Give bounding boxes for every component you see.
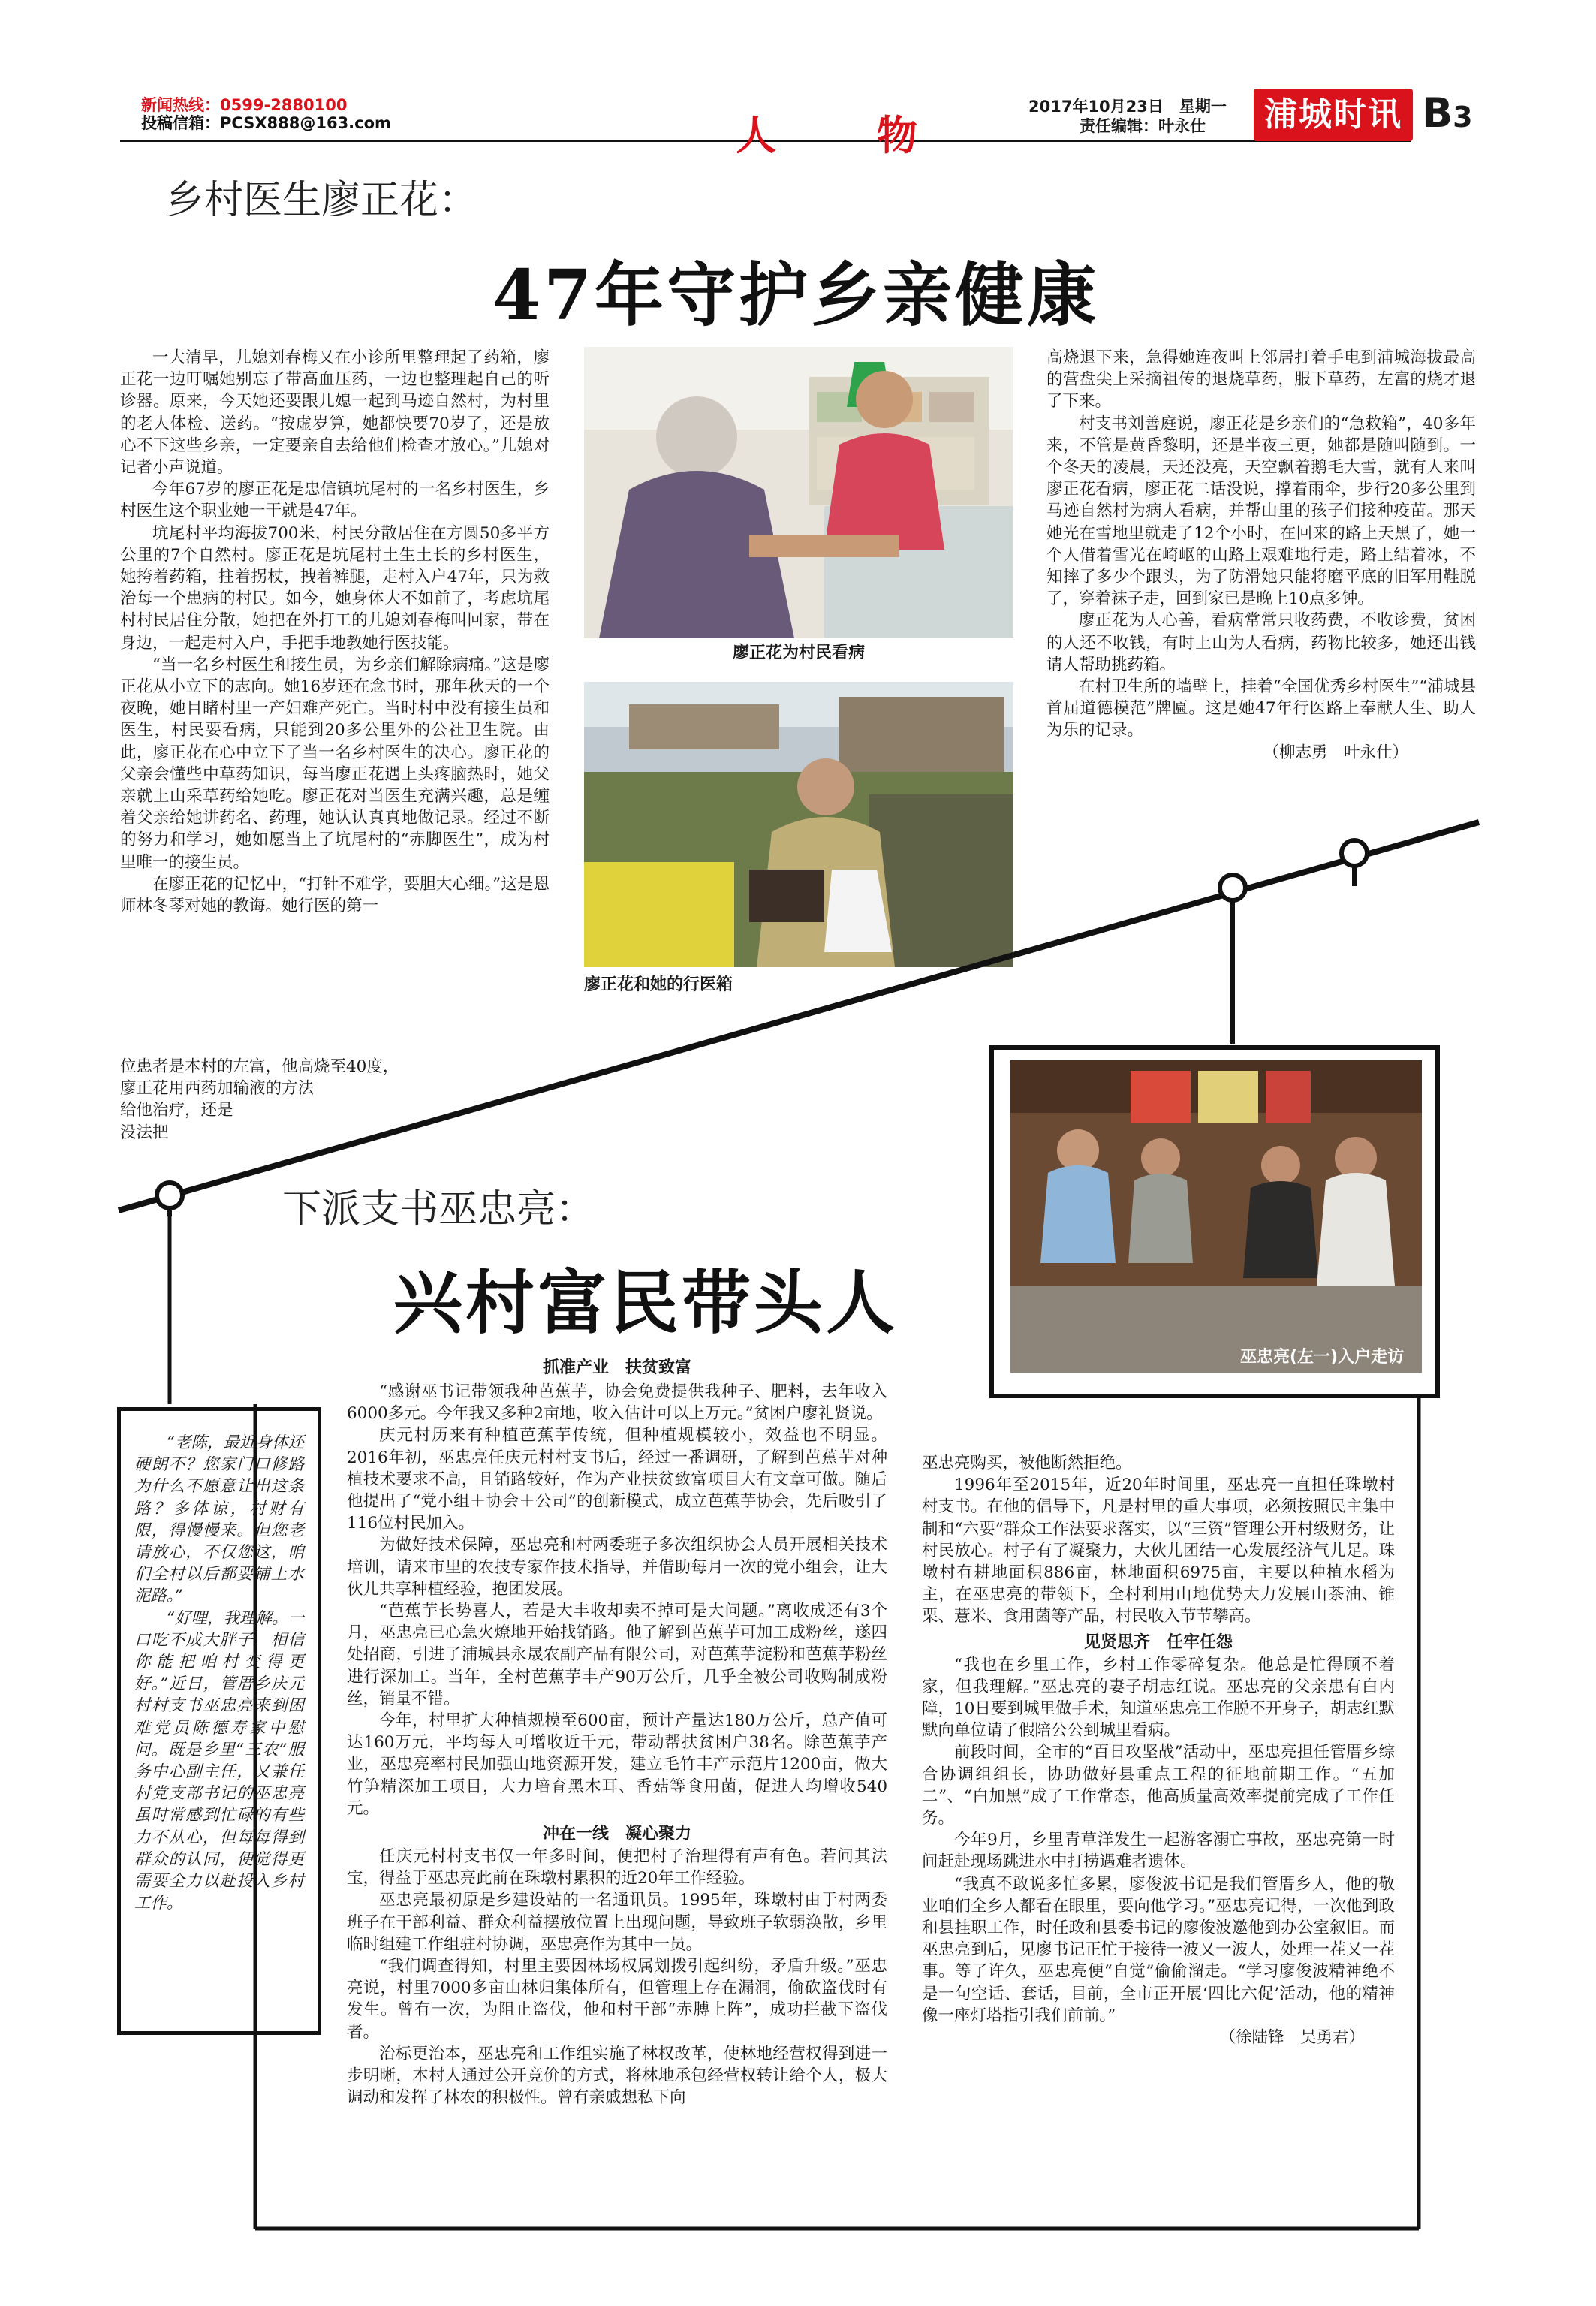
paragraph: “我也在乡里工作，乡村工作零碎复杂。他总是忙得顾不着家，但我理解。”巫忠亮的妻子胡志红说。巫忠亮的父亲患有白内障，10日要到城里做手术，知道巫忠亮工作脱不开身子，胡志红默默向单位请了假陪公公到城里看病。 [922,1655,1395,1741]
quote-paragraph: “老陈，最近身体还硬朗不？您家门口修路为什么不愿意让出这条路？多体谅，村财有限，得慢慢来。但您老请放心，不仅您这，咱们全村以后都要铺上水泥路。” [134,1433,304,1606]
issue-date: 2017年10月23日 星期一 [1028,98,1227,116]
paragraph: 1996年至2015年，近20年时间里，巫忠亮一直担任珠墩村村支书。在他的倡导下，凡是村里的重大事项，必须按照民主集中制和“六要”群众工作法要求落实，以“三资”管理公开村级财务，让村民放心。村子有了凝聚力，大伙儿团结一心发展经济气儿足。珠墩村有耕地面积886亩，林地面积6975亩，主要以种植水稻为主，在巫忠亮的带领下，全村利用山地优势大力发展山茶油、锥栗、薏米、食用菌等产品，村民收入节节攀高。 [922,1476,1395,1626]
paragraph: 在廖正花的记忆中，“打针不难学，要胆大心细。”这是恩师林冬琴对她的教诲。她行医的第一 [120,874,550,916]
paragraph: 今年，村里扩大种植规模至600亩，预计产量达180万公斤，总产值可达160万元，平均每人可增收近千元，带动帮扶贫困户38名。除芭蕉芋产业，巫忠亮率村民加强山地资源开发，建立毛竹丰产示范片1200亩，做大竹笋精深加工项目，大力培育黑木耳、香菇等食用菌，促进人均增收540元。 [347,1711,887,1818]
timeline-node [1218,873,1248,903]
paragraph: 坑尾村平均海拔700米，村民分散居住在方圆50多平方公里的7个自然村。廖正花是坑尾村土生土长的乡村医生，她挎着药箱，拄着拐杖，拽着裤腿，走村入户47年，只为救治每一个患病的村民。如今，她身体大不如前了，考虑坑尾村村民居住分散，她把在外打工的儿媳刘春梅叫回家，带在身边，一起走村入户，手把手地教她行医技能。 [120,523,550,653]
paragraph: 庆元村历来有种植芭蕉芋传统，但种植规模较小，效益也不明显。2016年初，巫忠亮任庆元村村支书后，经过一番调研，了解到芭蕉芋对种植技术要求不高，且销路较好，作为产业扶贫致富项目大有文章可做。随后他提出了“党小组＋协会＋公司”的创新模式，成立芭蕉芋协会，先后吸引了116位村民加入。 [347,1426,887,1533]
newspaper-logo: 浦城时讯 [1254,89,1413,141]
paragraph: “我们调查得知，村里主要因林场权属划拨引起纠纷，矛盾升级。”巫忠亮说，村里7000多亩山林归集体所有，但管理上存在漏洞，偷砍盗伐时有发生。曾有一次，为阻止盗伐，他和村干部“赤膊上阵”，成功拦截下盗伐者。 [347,1957,887,2042]
paragraph-line: 没法把 [120,1123,169,1142]
story2-kicker: 下派支书巫忠亮： [282,1187,595,1232]
paragraph: 任庆元村村支书仅一年多时间，便把村子治理得有声有色。若问其法宝，得益于巫忠亮此前在珠墩村累积的近20年工作经验。 [347,1847,887,1889]
story2-column-b [922,1452,1395,2048]
paragraph: 今年9月，乡里青草洋发生一起游客溺亡事故，巫忠亮第一时间赶赴现场跳进水中打捞遇难者遗体。 [922,1831,1395,1872]
paragraph-line: 廖正花用西药加输液的方法 [120,1079,315,1099]
paragraph: “感谢巫书记带领我种芭蕉芋，协会免费提供我种子、肥料，去年收入6000多元。今年我又多种2亩地，收入估计可以上万元。”贫困户廖礼贤说。 [347,1382,887,1424]
quote-paragraph: “好哩，我理解。一口吃不成大胖子，相信你能把咱村变得更好。”近日，管厝乡庆元村村支书巫忠亮来到困难党员陈德寿家中慰问。既是乡里“三农”服务中心副主任，又兼任村党支部书记的巫忠亮虽时常感到忙碌的有些力不从心，但每每得到群众的认同，便觉得更需要全力以赴投入乡村工作。 [134,1608,304,1913]
paragraph: “芭蕉芋长势喜人，若是大丰收却卖不掉可是大问题。”离收成还有3个月，巫忠亮已心急火燎地开始找销路。他了解到芭蕉芋可加工成粉丝，遂四处招商，引进了浦城县永晟农副产品有限公司，对芭蕉芋淀粉和芭蕉芋粉丝进行深加工。当年，全村芭蕉芋丰产90万公斤，几乎全被公司收购制成粉丝，销量不错。 [347,1602,887,1708]
photo2-caption: 廖正花和她的行医箱 [584,975,733,994]
page-number: B3 [1422,89,1473,137]
paragraph: 村支书刘善庭说，廖正花是乡亲们的“急救箱”，40多年来，不管是黄昏黎明，还是半夜三更，她都是随叫随到。一个冬天的凌晨，天还没亮，天空飘着鹅毛大雪，就有人来叫廖正花看病，廖正花二话没说，撑着雨伞，步行20多公里到马迹自然村为病人看病，并帮山里的孩子们接种疫苗。那天她光在雪地里就走了12个小时，在回来的路上天黑了，她一个人借着雪光在崎岖的山路上艰难地行走，路上结着冰，不知摔了多少个跟头，为了防滑她只能将磨平底的旧军用鞋脱了，穿着袜子走，回到家已是晚上10点多钟。 [1046,414,1476,609]
paragraph: 前段时间，全市的“百日攻坚战”活动中，巫忠亮担任管厝乡综合协调组组长，协助做好县重点工程的征地前期工作。“五加二”、“白加黑”成了工作常态，他高质量高效率提前完成了工作任务。 [922,1743,1395,1828]
story2-headline: 兴村富民带头人 [393,1262,898,1343]
story1-kicker: 乡村医生廖正花： [165,178,478,223]
responsible-editor: 责任编辑：叶永仕 [1080,117,1206,135]
subheading: 见贤思齐 任牢任怨 [1083,1632,1233,1652]
paragraph: 巫忠亮最初原是乡建设站的一名通讯员。1995年，珠墩村由于村两委班子在干部利益、群众利益摆放位置上出现问题，导致班子软弱涣散，乡里临时组建工作组驻村协调，巫忠亮作为其中一员。 [347,1891,887,1954]
photo3-caption: 巫忠亮(左一)入户走访 [1240,1348,1405,1367]
paragraph: 为做好技术保障，巫忠亮和村两委班子多次组织协会人员开展相关技术培训，请来市里的农技专家作技术指导，并借助每月一次的党小组会，让大伙儿共享种植经验，抱团发展。 [347,1536,887,1599]
timeline-node [1339,838,1369,868]
timeline-node [155,1180,185,1210]
paragraph: 一大清早，儿媳刘春梅又在小诊所里整理起了药箱，廖正花一边叮嘱她别忘了带高血压药，一边也整理起自己的听诊器。原来，今天她还要跟儿媳一起到马迹自然村，为村里的老人体检、送药。“按虚岁算，她都快要70岁了，还是放心不下这些乡亲，一定要亲自去给他们检查才放心。”儿媳对记者小声说道。 [120,348,550,478]
section-label: 人 物 [736,112,947,159]
photo-village-visit [1010,1060,1422,1373]
paragraph-line: 位患者是本村的左富，他高烧至40度， [120,1057,399,1076]
paragraph: 高烧退下来，急得她连夜叫上邻居打着手电到浦城海拔最高的营盘尖上采摘祖传的退烧草药，服下草药，左富的烧才退了下来。 [1046,348,1476,411]
paragraph: “我真不敢说多忙多累，廖俊波书记是我们管厝乡人，他的敬业咱们全乡人都看在眼里，要向他学习。”巫忠亮记得，一次他到政和县挂职工作，时任政和县委书记的廖俊波邀他到办公室叙旧。而巫忠亮到后，见廖书记正忙于接待一波又一波人，处理一茬又一茬事。等了许久，巫忠亮便“自觉”偷偷溜走。“学习廖俊波精神绝不是一句空话、套话，目前，全市正开展‘四比六促’活动，他的精神像一座灯塔指引我们前前。” [922,1874,1395,2025]
paragraph: 廖正花为人心善，看病常常只收药费，不收诊费，贫困的人还不收钱，有时上山为人看病，药物比较多，她还出钱请人帮助挑药箱。 [1046,611,1476,674]
paragraph-line: 给他治疗，还是 [120,1101,233,1120]
byline: （柳志勇 叶永仕） [1263,743,1408,762]
subheading: 抓准产业 扶贫致富 [542,1358,691,1377]
paragraph: “当一名乡村医生和接生员，为乡亲们解除病痛。”这是廖正花从小立下的志向。她16岁还在念书时，那年秋天的一个夜晚，她目睹村里一产妇难产死亡。当时村中没有接生员和医生，村民要看病，只能到20多公里外的公社卫生院。由此，廖正花在心中立下了当一名乡村医生的决心。廖正花的父亲会懂些中草药知识，每当廖正花遇上头疼脑热时，她父亲就上山采草药给她吃。廖正花对当医生充满兴趣，总是缠着父亲给她讲药名、药理，她认认真真地做记录。经过不断的努力和学习，她如愿当上了坑尾村的“赤脚医生”，成为村里唯一的接生员。 [120,655,550,872]
byline: （徐陆锋 吴勇君） [1219,2028,1365,2048]
quote-sidebar [117,1407,321,2035]
paragraph: 今年67岁的廖正花是忠信镇坑尾村的一名乡村医生，乡村医生这个职业她一干就是47年。 [120,480,550,521]
submission-email: 投稿信箱：PCSX888@163.com [141,114,391,132]
paragraph: 巫忠亮购买，被他断然拒绝。 [922,1454,1132,1473]
paragraph: 治标更治本，巫忠亮和工作组实施了林权改革，使林地经营权得到进一步明晰，本村人通过公开竞价的方式，将林地承包经营权转让给个人，极大调动和发挥了林农的积极性。曾有亲戚想私下向 [347,2044,887,2108]
photo1-caption: 廖正花为村民看病 [732,644,865,662]
story1-headline: 47年守护乡亲健康 [492,255,1100,336]
subheading: 冲在一线 凝心聚力 [542,1825,691,1844]
news-hotline: 新闻热线：0599-2880100 [141,96,348,114]
story2-column-a [347,1355,887,2109]
paragraph: 在村卫生所的墙壁上，挂着“全国优秀乡村医生”“浦城县首届道德模范”牌匾。这是她47年行医路上奉献人生、助人为乐的记录。 [1046,677,1476,740]
